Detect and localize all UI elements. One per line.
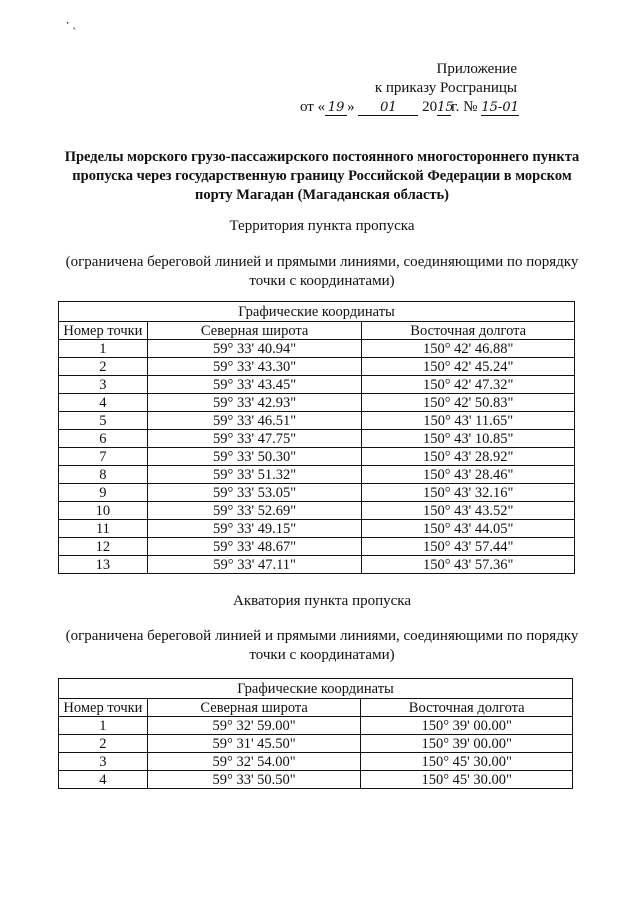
year-mid: г. № xyxy=(451,99,478,115)
point-number-cell: 3 xyxy=(59,376,148,394)
latitude-cell: 59° 33' 52.69" xyxy=(147,502,362,520)
water-area-heading: Акватория пункта пропуска xyxy=(232,593,412,609)
longitude-cell: 150° 42' 47.32" xyxy=(362,376,575,394)
longitude-cell: 150° 43' 28.92" xyxy=(362,448,575,466)
point-number-cell: 6 xyxy=(59,430,148,448)
table-row xyxy=(59,753,573,771)
water-area-rows xyxy=(59,717,573,789)
latitude-cell: 59° 32' 59.00" xyxy=(147,717,361,735)
date-month: 01 xyxy=(358,101,418,116)
territory-rows xyxy=(59,340,575,574)
point-number-cell: 7 xyxy=(59,448,148,466)
point-number-cell: 2 xyxy=(59,735,148,753)
latitude-cell: 59° 33' 50.30" xyxy=(147,448,362,466)
latitude-cell: 59° 33' 53.05" xyxy=(147,484,362,502)
point-number-cell: 2 xyxy=(59,358,148,376)
table-row xyxy=(59,448,575,466)
appendix-title: Приложение xyxy=(436,61,517,77)
table-row xyxy=(59,502,575,520)
appendix-order-ref: к приказу Росграницы xyxy=(374,80,517,96)
scan-mark: ⸱ ˏ xyxy=(66,16,77,30)
table-row xyxy=(59,466,575,484)
point-number-cell: 8 xyxy=(59,466,148,484)
point-number-cell: 10 xyxy=(59,502,148,520)
latitude-cell: 59° 33' 47.11" xyxy=(147,556,362,574)
column-header: Номер точки xyxy=(59,322,148,340)
table-row xyxy=(59,735,573,753)
latitude-cell: 59° 33' 50.50" xyxy=(147,771,361,789)
point-number-cell: 1 xyxy=(59,717,148,735)
document-title: Пределы морского грузо-пассажирского постоянного многостороннего пункта пропуска через государственную границу Российской Федерации в морском порту Магадан (Магаданская область) xyxy=(64,149,580,203)
point-number-cell: 3 xyxy=(59,753,148,771)
latitude-cell: 59° 31' 45.50" xyxy=(147,735,361,753)
point-number-cell: 13 xyxy=(59,556,148,574)
latitude-cell: 59° 33' 49.15" xyxy=(147,520,362,538)
latitude-cell: 59° 33' 40.94" xyxy=(147,340,362,358)
longitude-cell: 150° 43' 32.16" xyxy=(362,484,575,502)
column-header: Северная широта xyxy=(147,322,362,340)
table-row xyxy=(59,412,575,430)
table-row xyxy=(59,538,575,556)
date-mid: » xyxy=(347,99,355,115)
latitude-cell: 59° 32' 54.00" xyxy=(147,753,361,771)
point-number-cell: 1 xyxy=(59,340,148,358)
table-row xyxy=(59,771,573,789)
longitude-cell: 150° 39' 00.00" xyxy=(361,717,573,735)
longitude-cell: 150° 42' 46.88" xyxy=(362,340,575,358)
latitude-cell: 59° 33' 43.45" xyxy=(147,376,362,394)
order-number: 15-01 xyxy=(481,100,519,115)
point-number-cell: 4 xyxy=(59,394,148,412)
point-number-cell: 9 xyxy=(59,484,148,502)
latitude-cell: 59° 33' 51.32" xyxy=(147,466,362,484)
appendix-block xyxy=(300,60,517,117)
territory-heading: Территория пункта пропуска xyxy=(229,218,415,234)
longitude-cell: 150° 43' 57.44" xyxy=(362,538,575,556)
longitude-cell: 150° 42' 50.83" xyxy=(362,394,575,412)
point-number-cell: 11 xyxy=(59,520,148,538)
longitude-cell: 150° 45' 30.00" xyxy=(361,771,573,789)
column-header: Номер точки xyxy=(59,699,148,717)
table-row xyxy=(59,717,573,735)
latitude-cell: 59° 33' 42.93" xyxy=(147,394,362,412)
longitude-cell: 150° 43' 57.36" xyxy=(362,556,575,574)
year-prefix: 20 xyxy=(422,99,438,115)
longitude-cell: 150° 43' 10.85" xyxy=(362,430,575,448)
table-row xyxy=(59,484,575,502)
latitude-cell: 59° 33' 43.30" xyxy=(147,358,362,376)
territory-coordinates-table xyxy=(58,301,575,574)
latitude-cell: 59° 33' 48.67" xyxy=(147,538,362,556)
longitude-cell: 150° 45' 30.00" xyxy=(361,753,573,771)
point-number-cell: 12 xyxy=(59,538,148,556)
column-header: Восточная долгота xyxy=(361,699,573,717)
point-number-cell: 4 xyxy=(59,771,148,789)
table-row xyxy=(59,340,575,358)
latitude-cell: 59° 33' 46.51" xyxy=(147,412,362,430)
longitude-cell: 150° 43' 44.05" xyxy=(362,520,575,538)
column-header: Северная широта xyxy=(147,699,361,717)
table-row xyxy=(59,394,575,412)
territory-note: (ограничена береговой линией и прямыми линиями, соединяющими по порядку точки с координатами) xyxy=(65,254,579,289)
group-header: Графические координаты xyxy=(59,302,575,322)
longitude-cell: 150° 39' 00.00" xyxy=(361,735,573,753)
point-number-cell: 5 xyxy=(59,412,148,430)
table-row xyxy=(59,376,575,394)
longitude-cell: 150° 43' 43.52" xyxy=(362,502,575,520)
date-prefix: от « xyxy=(300,99,326,115)
group-header: Графические координаты xyxy=(59,679,573,699)
appendix-date-number xyxy=(300,98,517,117)
longitude-cell: 150° 43' 11.65" xyxy=(362,412,575,430)
longitude-cell: 150° 42' 45.24" xyxy=(362,358,575,376)
table-row xyxy=(59,556,575,574)
water-area-coordinates-table xyxy=(58,678,573,789)
year-suffix: 15 xyxy=(437,100,454,115)
water-area-note: (ограничена береговой линией и прямыми линиями, соединяющими по порядку точки с координатами) xyxy=(65,628,579,663)
column-header: Восточная долгота xyxy=(362,322,575,340)
latitude-cell: 59° 33' 47.75" xyxy=(147,430,362,448)
date-day: 19 xyxy=(325,101,347,116)
table-row xyxy=(59,358,575,376)
table-row xyxy=(59,430,575,448)
table-row xyxy=(59,520,575,538)
longitude-cell: 150° 43' 28.46" xyxy=(362,466,575,484)
